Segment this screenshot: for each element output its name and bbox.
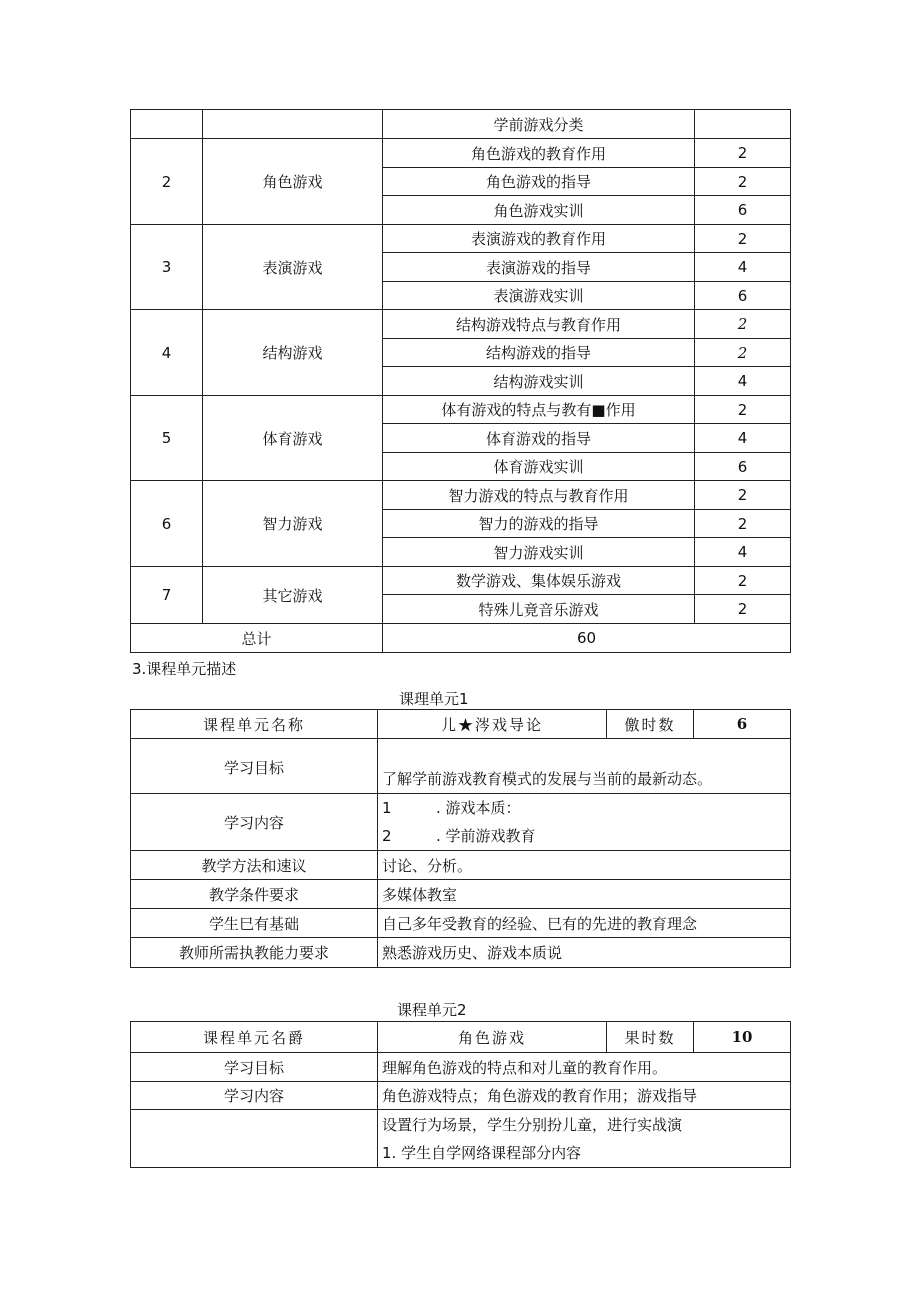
table-row — [131, 624, 791, 653]
table-row — [131, 310, 791, 339]
group-number: 7 — [131, 567, 203, 624]
hours-cell: 2 — [695, 168, 791, 196]
topic-cell: 特殊儿竟音乐游戏 — [383, 595, 695, 624]
hours-cell: 6 — [695, 453, 791, 481]
unit-name-value: 儿★涔戏导论 — [378, 710, 607, 739]
list-text: . 学前游戏教育 — [436, 827, 536, 845]
table-row — [131, 481, 791, 510]
topic-cell: 体育游戏的指导 — [383, 424, 695, 453]
hours-cell: 4 — [695, 367, 791, 396]
list-number: 1 — [382, 799, 392, 817]
table-row — [131, 110, 791, 139]
unit-name-label: 课程单元名称 — [131, 710, 378, 739]
hours-cell: 2 — [695, 567, 791, 595]
group-number: 2 — [131, 139, 203, 225]
method-line: 1. 学生自学网络课程部分内容 — [382, 1143, 582, 1162]
topic-cell: 结构游戏特点与教育作用 — [383, 310, 695, 339]
topic-cell: 体育游戏实训 — [383, 453, 695, 481]
topic-cell: 表演游戏的教育作用 — [383, 225, 695, 253]
list-number: 2 — [382, 827, 392, 845]
table-row — [131, 225, 791, 253]
section-heading: 3.课程单元描述 — [132, 660, 237, 678]
hours-cell: 2 — [695, 225, 791, 253]
topic-cell: 结构游戏实训 — [383, 367, 695, 396]
topic-cell: 体有游戏的特点与教有■作用 — [383, 396, 695, 424]
hours-cell: 2 — [695, 595, 791, 624]
topic-cell: 智力的游戏的指导 — [383, 510, 695, 538]
table-row — [131, 739, 791, 794]
table-row — [131, 396, 791, 424]
group-name: 表演游戏 — [203, 225, 383, 310]
total-value: 60 — [383, 624, 791, 653]
teacher-value: 熟悉游戏历史、游戏本质说 — [378, 938, 791, 968]
goal-value: 了解学前游戏教育模式的发展与当前的最新动态。 — [378, 739, 791, 794]
hours-cell: 2 — [695, 339, 791, 367]
table-row — [131, 909, 791, 938]
topic-cell: 表演游戏的指导 — [383, 253, 695, 282]
list-item — [382, 794, 790, 822]
group-name: 结构游戏 — [203, 310, 383, 396]
content-label: 学习内容 — [131, 1082, 378, 1110]
method-value: 讨论、分析。 — [378, 851, 791, 880]
unit2-table — [130, 1021, 791, 1168]
condition-value: 多媒体教室 — [378, 880, 791, 909]
basis-value: 自己多年受教育的经验、巳有的先进的教育理念 — [378, 909, 791, 938]
table-row — [131, 851, 791, 880]
condition-label: 教学条件要求 — [131, 880, 378, 909]
content-list — [378, 794, 791, 851]
hours-cell: 2 — [695, 310, 791, 339]
content-label: 学习内容 — [131, 794, 378, 851]
table-row — [131, 1022, 791, 1053]
total-label: 总计 — [131, 624, 383, 653]
unit-hours-value: 6 — [694, 710, 791, 739]
goal-label: 学习目标 — [131, 739, 378, 794]
hours-cell: 4 — [695, 253, 791, 282]
unit-name-label: 课程单元名爵 — [131, 1022, 378, 1053]
table-row — [131, 567, 791, 595]
content-value: 角色游戏特点；角色游戏的教育作用；游戏指导 — [378, 1082, 791, 1110]
category-header: 学前游戏分类 — [383, 110, 695, 139]
unit-hours-label: 果时数 — [607, 1022, 694, 1053]
method-line: 设置行为场景，学生分别扮儿童，进行实战演 — [382, 1115, 683, 1134]
hours-cell: 2 — [695, 510, 791, 538]
table-row — [131, 1110, 791, 1168]
table-row — [131, 139, 791, 168]
table-row — [131, 1082, 791, 1110]
table-row — [131, 794, 791, 851]
method-value — [378, 1110, 791, 1168]
topic-cell: 智力游戏实训 — [383, 538, 695, 567]
topic-cell: 角色游戏实训 — [383, 196, 695, 225]
hours-cell: 2 — [695, 396, 791, 424]
hours-cell: 4 — [695, 424, 791, 453]
table-row — [131, 1053, 791, 1082]
topic-cell: 智力游戏的特点与教育作用 — [383, 481, 695, 510]
table-row — [131, 710, 791, 739]
topic-cell: 结构游戏的指导 — [383, 339, 695, 367]
topic-cell: 角色游戏的指导 — [383, 168, 695, 196]
hours-cell: 2 — [695, 481, 791, 510]
group-name: 其它游戏 — [203, 567, 383, 624]
hours-cell: 4 — [695, 538, 791, 567]
goal-value: 理解角色游戏的特点和对儿童的教育作用。 — [378, 1053, 791, 1082]
basis-label: 学生巳有基础 — [131, 909, 378, 938]
unit-hours-value: 10 — [694, 1022, 791, 1053]
group-number: 6 — [131, 481, 203, 567]
list-text: . 游戏本质： — [436, 799, 521, 817]
unit-name-value: 角色游戏 — [378, 1022, 607, 1053]
topic-cell: 表演游戏实训 — [383, 282, 695, 310]
group-number: 5 — [131, 396, 203, 481]
unit2-caption: 课程单元2 — [397, 1001, 467, 1019]
unit-hours-label: 儌时数 — [607, 710, 694, 739]
topic-cell: 数学游戏、集体娱乐游戏 — [383, 567, 695, 595]
schedule-table — [130, 109, 791, 653]
teacher-label: 教师所需执教能力要求 — [131, 938, 378, 968]
goal-label: 学习目标 — [131, 1053, 378, 1082]
table-row — [131, 938, 791, 968]
group-name: 角色游戏 — [203, 139, 383, 225]
group-number: 4 — [131, 310, 203, 396]
list-item — [382, 822, 790, 850]
group-name: 智力游戏 — [203, 481, 383, 567]
topic-cell: 角色游戏的教育作用 — [383, 139, 695, 168]
method-label: 教学方法和速议 — [131, 851, 378, 880]
table-row — [131, 880, 791, 909]
unit1-caption: 课理单元1 — [399, 690, 469, 708]
hours-cell: 2 — [695, 139, 791, 168]
group-name: 体育游戏 — [203, 396, 383, 481]
unit1-table — [130, 709, 791, 968]
hours-cell: 6 — [695, 282, 791, 310]
hours-cell: 6 — [695, 196, 791, 225]
group-number: 3 — [131, 225, 203, 310]
